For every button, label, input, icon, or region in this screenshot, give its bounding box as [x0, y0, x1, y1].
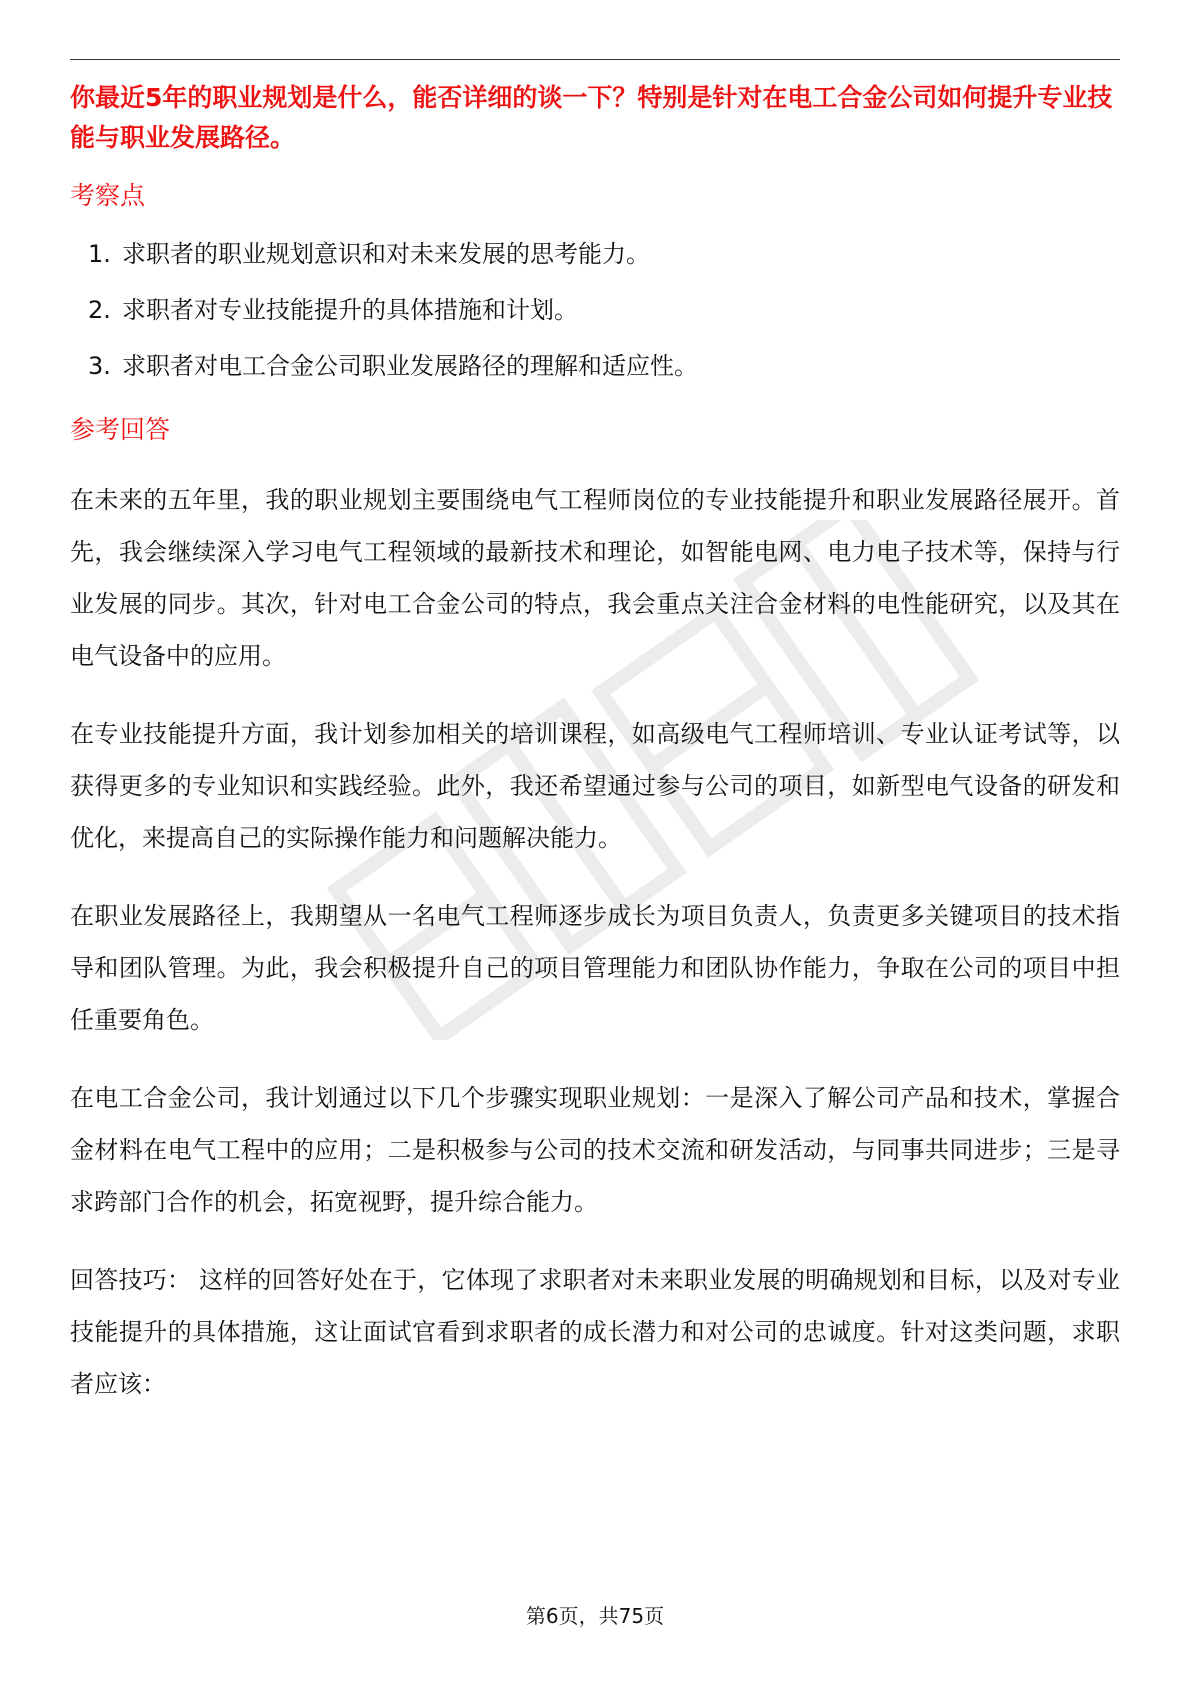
answer-tips-paragraph: 回答技巧： 这样的回答好处在于，它体现了求职者对未来职业发展的明确规划和目标，以及对专业技能提升的具体措施，这让面试官看到求职者的成长潜力和对公司的忠诚度。针对这类问题，求职者应该： [70, 1266, 1120, 1398]
list-item-number: 3. [88, 352, 111, 380]
points-heading: 考察点 [70, 181, 146, 210]
answer-paragraph: 在未来的五年里，我的职业规划主要围绕电气工程师岗位的专业技能提升和职业发展路径展开。首先，我会继续深入学习电气工程领域的最新技术和理论，如智能电网、电力电子技术等，保持与行业发展的同步。其次，针对电工合金公司的特点，我会重点关注合金材料的电性能研究，以及其在电气设备中的应用。 [70, 486, 1120, 670]
header-rule [70, 59, 1120, 60]
list-item [70, 236, 1120, 272]
list-item-text: 求职者对专业技能提升的具体措施和计划。 [122, 296, 578, 324]
list-item-number: 1. [88, 240, 111, 268]
list-item [70, 348, 1120, 384]
list-item-text: 求职者对电工合金公司职业发展路径的理解和适应性。 [122, 352, 698, 380]
answer-heading: 参考回答 [70, 415, 171, 444]
list-item-number: 2. [88, 296, 111, 324]
question-title: 你最近5年的职业规划是什么，能否详细的谈一下？特别是针对在电工合金公司如何提升专业技能与职业发展路径。 [70, 83, 1113, 152]
content-area [70, 78, 1120, 1410]
points-list [70, 236, 1120, 384]
answer-paragraph: 在电工合金公司，我计划通过以下几个步骤实现职业规划：一是深入了解公司产品和技术，掌握合金材料在电气工程中的应用；二是积极参与公司的技术交流和研发活动，与同事共同进步；三是寻求跨部门合作的机会，拓宽视野，提升综合能力。 [70, 1084, 1120, 1216]
answer-paragraph: 在职业发展路径上，我期望从一名电气工程师逐步成长为项目负责人，负责更多关键项目的技术指导和团队管理。为此，我会积极提升自己的项目管理能力和团队协作能力，争取在公司的项目中担任重要角色。 [70, 902, 1120, 1034]
list-item-text: 求职者的职业规划意识和对未来发展的思考能力。 [122, 240, 650, 268]
list-item [70, 292, 1120, 328]
answer-paragraph: 在专业技能提升方面，我计划参加相关的培训课程，如高级电气工程师培训、专业认证考试等，以获得更多的专业知识和实践经验。此外，我还希望通过参与公司的项目，如新型电气设备的研发和优化，来提高自己的实际操作能力和问题解决能力。 [70, 720, 1120, 852]
page-number-footer: 第6页，共75页 [525, 1604, 665, 1628]
